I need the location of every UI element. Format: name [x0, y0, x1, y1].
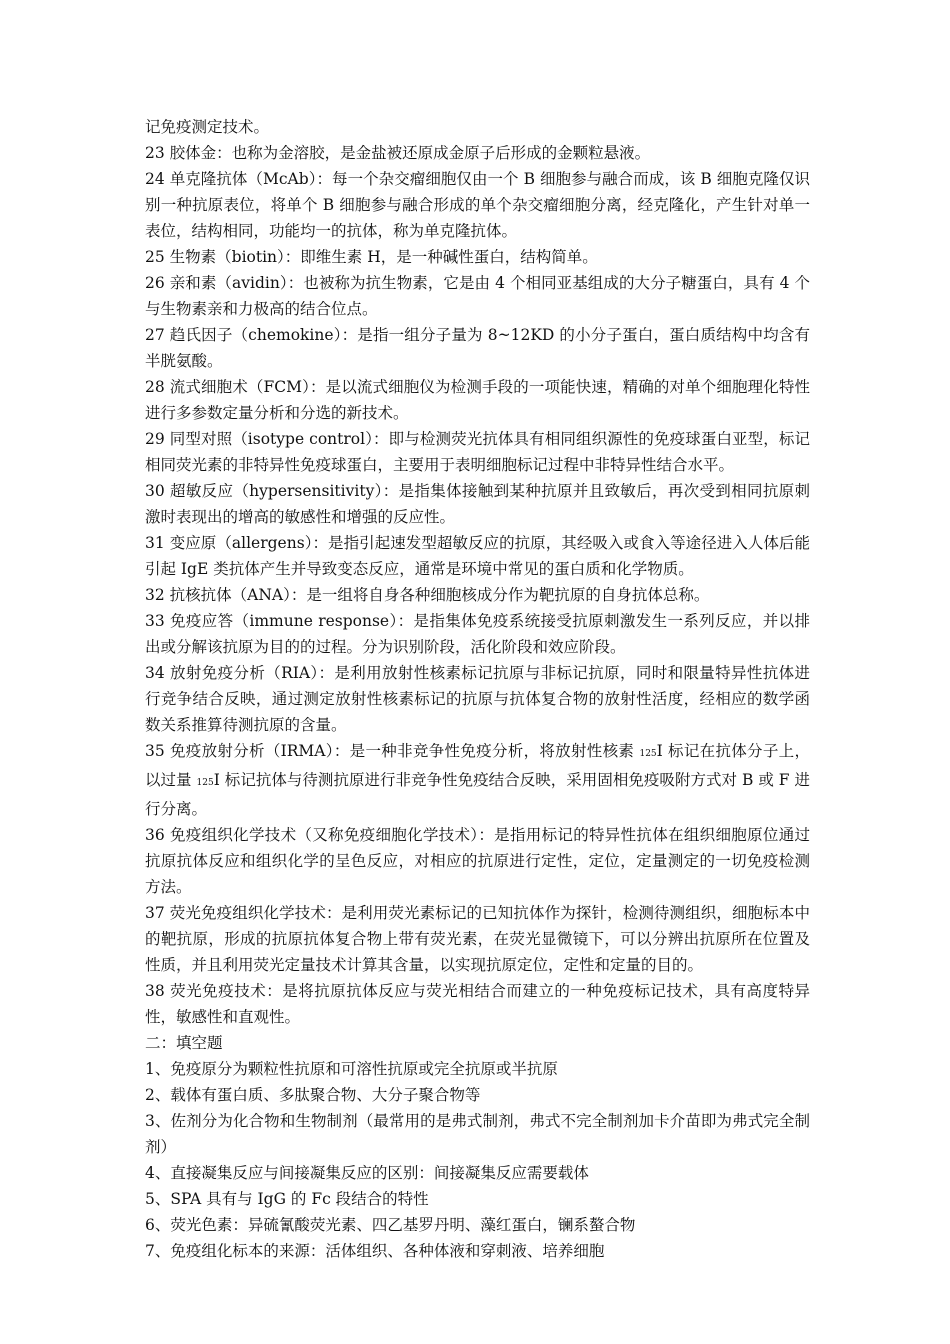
paragraph-36: 36 免疫组织化学技术（又称免疫细胞化学技术）：是指用标记的特异性抗体在组织细胞原位通过抗原抗体反应和组织化学的呈色反应，对相应的抗原进行定性，定位，定量测定的一切免疫检测方法。 — [145, 826, 810, 896]
fill-item-3: 3、佐剂分为化合物和生物制剂（最常用的是弗式制剂，弗式不完全制剂加卡介苗即为弗式完全制剂） — [145, 1112, 810, 1156]
fill-item-2: 2、载体有蛋白质、多肽聚合物、大分子聚合物等 — [145, 1086, 481, 1104]
paragraph-26: 26 亲和素（avidin）：也被称为抗生物素，它是由 4 个相同亚基组成的大分子糖蛋白，具有 4 个与生物素亲和力极高的结合位点。 — [145, 274, 810, 318]
paragraph-24: 24 单克隆抗体（McAb）：每一个杂交瘤细胞仅由一个 B 细胞参与融合而成，该 B 细胞克隆仅识别一种抗原表位，将单个 B 细胞参与融合形成的单个杂交瘤细胞分离，经克隆化，产生针对单一表位，结构相同，功能均一的抗体，称为单克隆抗体。 — [145, 170, 810, 240]
paragraph-35-part3: I 标记抗体与待测抗原进行非竞争性免疫结合反映，采用固相免疫吸附方式对 B 或 F 进行分离。 — [145, 771, 811, 818]
fill-item-5: 5、SPA 具有与 IgG 的 Fc 段结合的特性 — [145, 1190, 429, 1208]
section-heading-fill-in: 二：填空题 — [145, 1034, 223, 1052]
paragraph-23: 23 胶体金：也称为金溶胶，是金盐被还原成金原子后形成的金颗粒悬液。 — [145, 144, 651, 162]
isotope-mass-number-2: 125 — [196, 778, 214, 788]
document-body — [145, 114, 810, 1264]
fill-item-6: 6、荧光色素：异硫氰酸荧光素、四乙基罗丹明、藻红蛋白，镧系螯合物 — [145, 1216, 636, 1234]
paragraph-22-tail: 记免疫测定技术。 — [145, 118, 270, 136]
fill-item-7: 7、免疫组化标本的来源：活体组织、各种体液和穿刺液、培养细胞 — [145, 1242, 605, 1260]
paragraph-35 — [145, 738, 810, 822]
isotope-mass-number-1: 125 — [639, 749, 657, 759]
paragraph-35-part1: 35 免疫放射分析（IRMA）：是一种非竞争性免疫分析，将放射性核素 — [145, 742, 640, 760]
paragraph-37: 37 荧光免疫组织化学技术：是利用荧光素标记的已知抗体作为探针，检测待测组织，细胞标本中的靶抗原，形成的抗原抗体复合物上带有荧光素，在荧光显微镜下，可以分辨出抗原所在位置及性质，并且利用荧光定量技术计算其含量，以实现抗原定位，定性和定量的目的。 — [145, 904, 810, 974]
paragraph-29: 29 同型对照（isotype control）：即与检测荧光抗体具有相同组织源性的免疫球蛋白亚型，标记相同荧光素的非特异性免疫球蛋白，主要用于表明细胞标记过程中非特异性结合水平。 — [145, 430, 810, 474]
paragraph-25: 25 生物素（biotin）：即维生素 H，是一种碱性蛋白，结构简单。 — [145, 248, 598, 266]
paragraph-33: 33 免疫应答（immune response）：是指集体免疫系统接受抗原刺激发生一系列反应，并以排出或分解该抗原为目的的过程。分为识别阶段，活化阶段和效应阶段。 — [145, 612, 810, 656]
paragraph-30: 30 超敏反应（hypersensitivity）：是指集体接触到某种抗原并且致敏后，再次受到相同抗原刺激时表现出的增高的敏感性和增强的反应性。 — [145, 482, 810, 526]
paragraph-31: 31 变应原（allergens）：是指引起速发型超敏反应的抗原，其经吸入或食入等途径进入人体后能引起 IgE 类抗体产生并导致变态反应，通常是环境中常见的蛋白质和化学物质。 — [145, 534, 810, 578]
fill-item-1: 1、免疫原分为颗粒性抗原和可溶性抗原或完全抗原或半抗原 — [145, 1060, 558, 1078]
paragraph-34: 34 放射免疫分析（RIA）：是利用放射性核素标记抗原与非标记抗原，同时和限量特异性抗体进行竞争结合反映，通过测定放射性核素标记的抗原与抗体复合物的放射性活度，经相应的数学函数关系推算待测抗原的含量。 — [145, 664, 810, 734]
fill-item-4: 4、直接凝集反应与间接凝集反应的区别：间接凝集反应需要载体 — [145, 1164, 589, 1182]
paragraph-38: 38 荧光免疫技术：是将抗原抗体反应与荧光相结合而建立的一种免疫标记技术，具有高度特异性，敏感性和直观性。 — [145, 982, 810, 1026]
paragraph-32: 32 抗核抗体（ANA）：是一组将自身各种细胞核成分作为靶抗原的自身抗体总称。 — [145, 586, 710, 604]
paragraph-28: 28 流式细胞术（FCM）：是以流式细胞仪为检测手段的一项能快速，精确的对单个细胞理化特性进行多参数定量分析和分选的新技术。 — [145, 378, 810, 422]
paragraph-27: 27 趋氏因子（chemokine）：是指一组分子量为 8~12KD 的小分子蛋白，蛋白质结构中均含有半胱氨酸。 — [145, 326, 810, 370]
paragraph-35-part2: I 标记在抗体分子上，以过量 — [145, 742, 810, 789]
